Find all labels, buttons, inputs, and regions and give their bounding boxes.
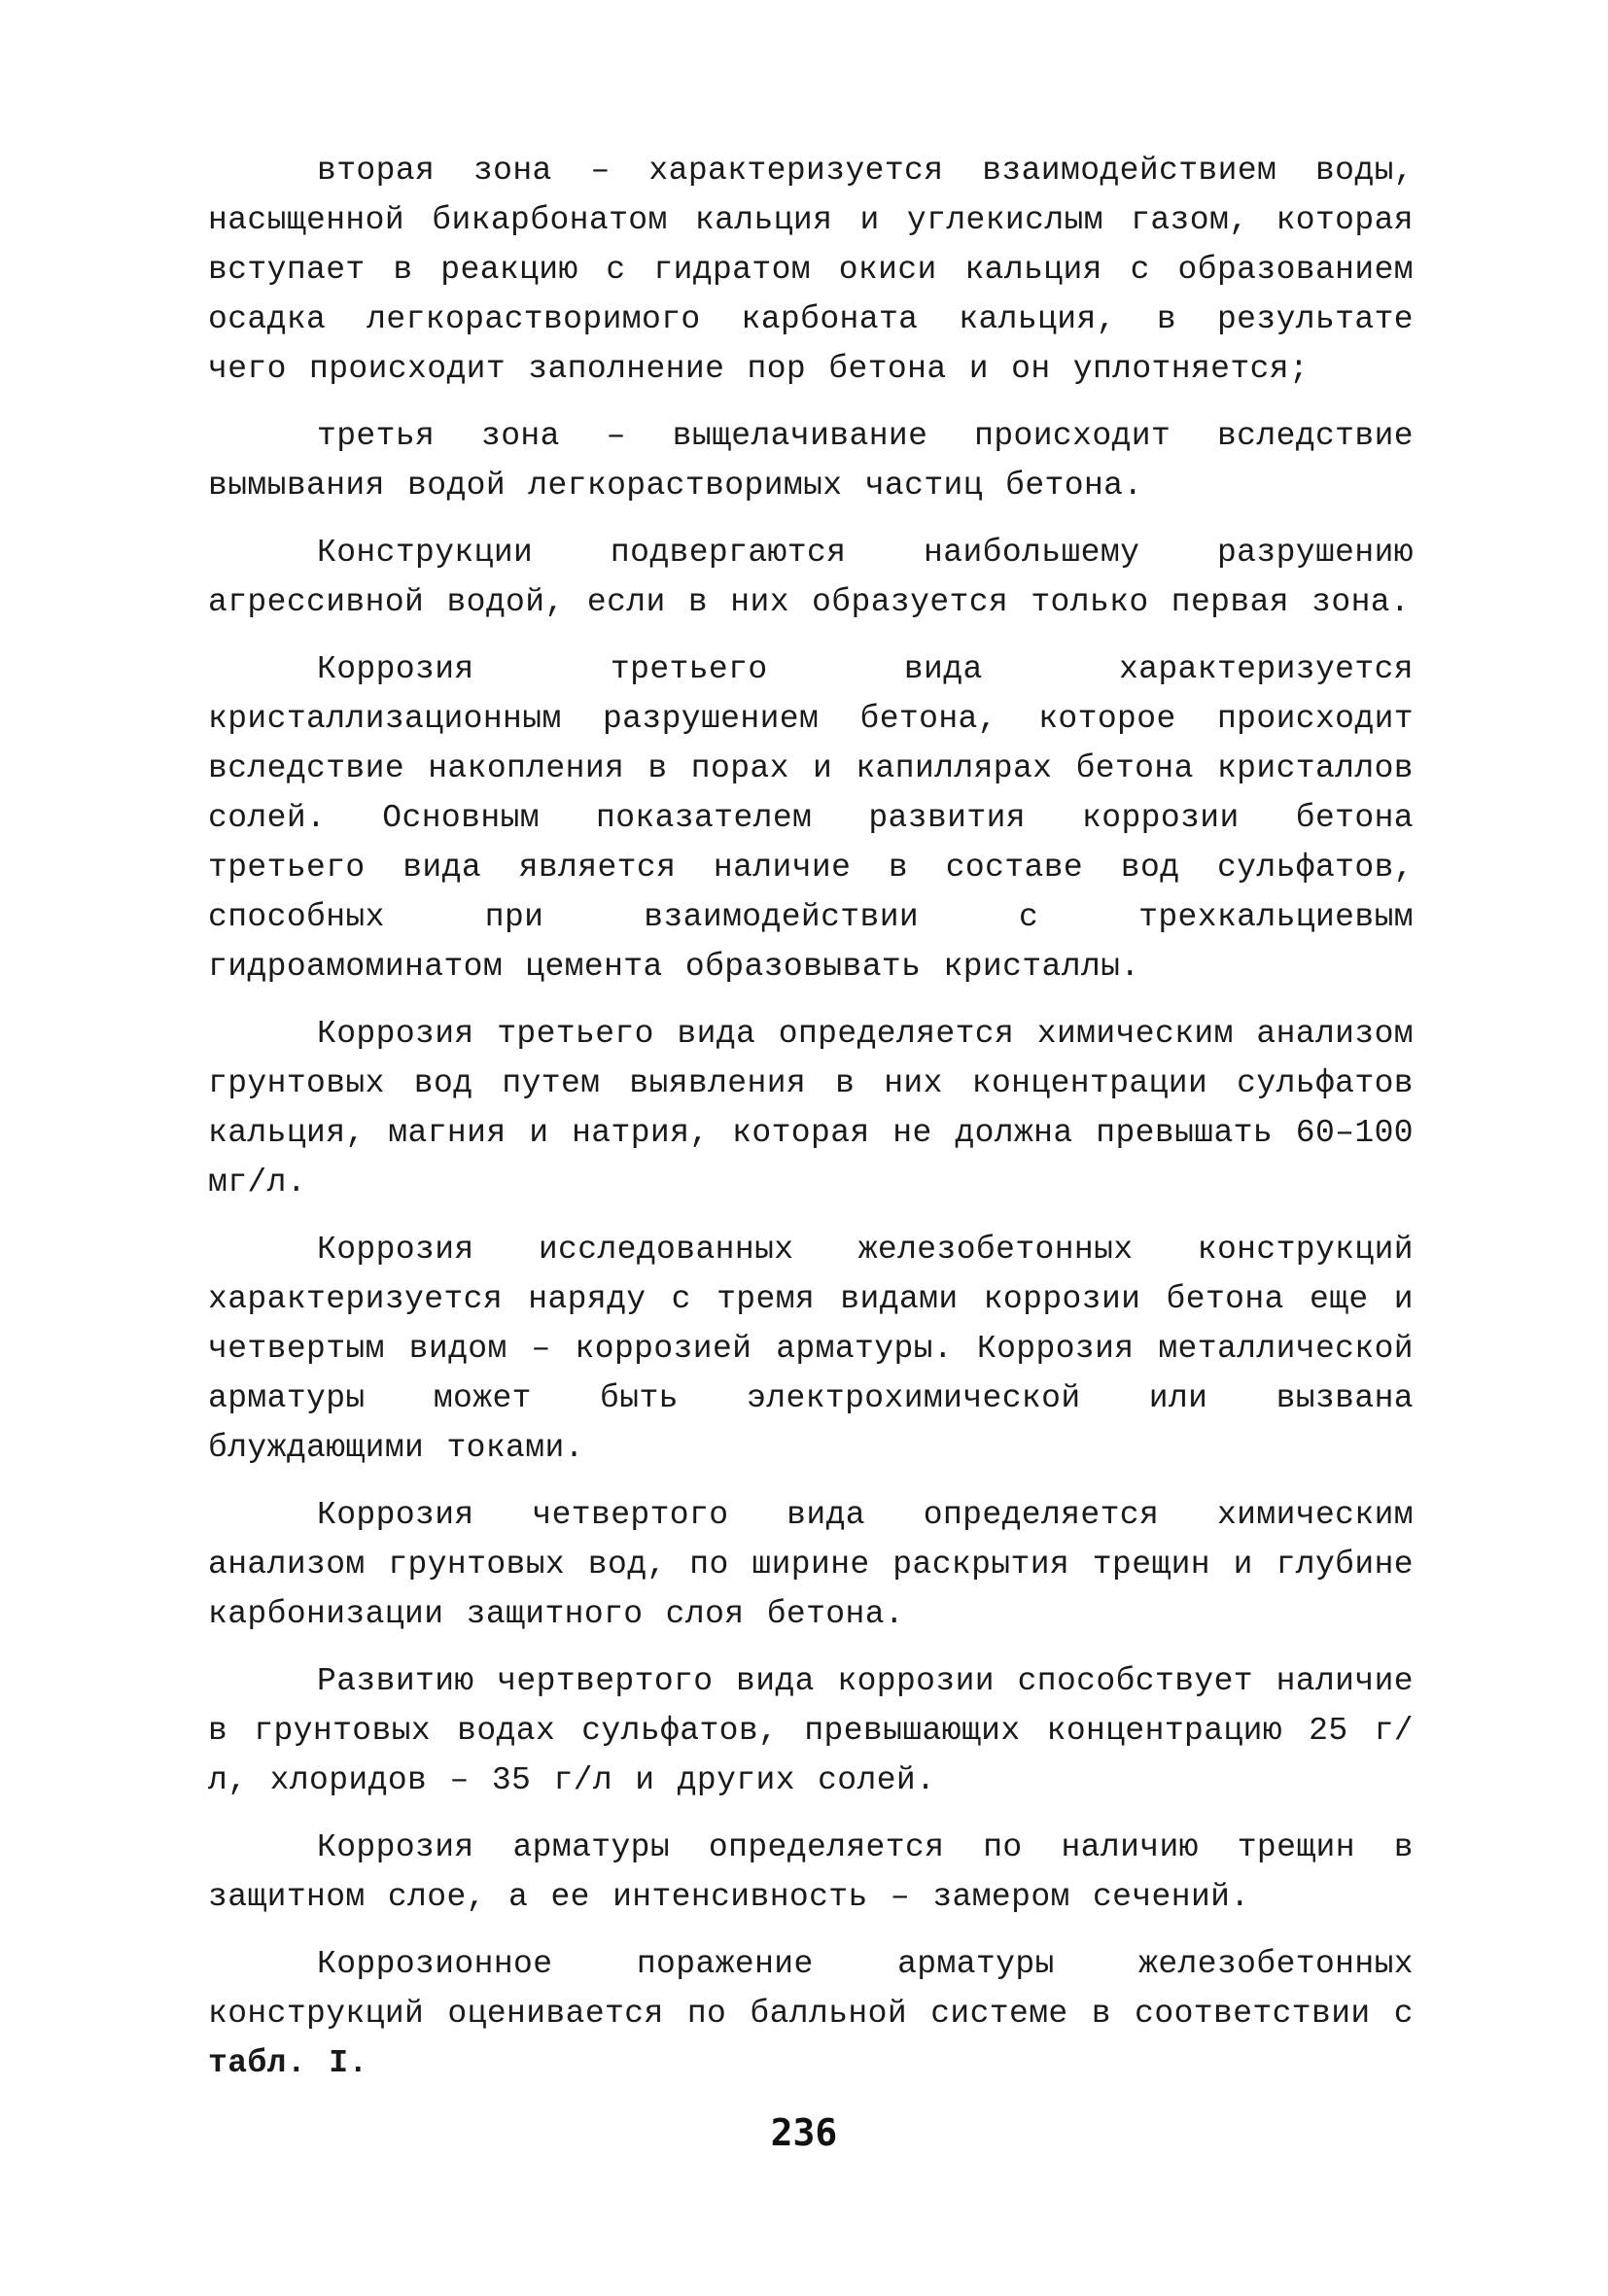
assessment-text: Коррозионное поражение арматуры железобетонных конструкций оценивается по балльной системе в соответствии с	[208, 1946, 1414, 2032]
body-text	[208, 146, 1414, 2088]
paragraph-first-zone-damage: Конструкции подвергаются наибольшему разрушению агрессивной водой, если в них образуется только первая зона.	[208, 535, 1414, 620]
paragraph-third-zone: третья зона – выщелачивание происходит вследствие вымывания водой легкорастворимых частиц бетона.	[208, 418, 1414, 504]
paragraph-third-type-analysis: Коррозия третьего вида определяется химическим анализом грунтовых вод путем выявления в них концентрации сульфатов кальция, магния и натрия, которая не должна превышать 60–100 мг/л.	[208, 1016, 1414, 1200]
paragraph-second-zone: вторая зона – характеризуется взаимодействием воды, насыщенной бикарбонатом кальция и углекислым газом, которая вступает в реакцию с гидратом окиси кальция с образованием осадка легкорастворимого карбоната кальция, в результате чего происходит заполнение пор бетона и он уплотняется;	[208, 153, 1414, 387]
paragraph-corrosion-assessment	[208, 1939, 1414, 2088]
paragraph-third-type-corrosion: Коррозия третьего вида характеризуется кристаллизационным разрушением бетона, которое происходит вследствие накопления в порах и капиллярах бетона кристаллов солей. Основным показателем развития коррозии бетона третьего вида является наличие в составе вод сульфатов, способных при взаимодействии с трехкальциевым гидроамоминатом цемента образовывать кристаллы.	[208, 651, 1414, 985]
table-reference: табл. I.	[208, 2045, 368, 2081]
paragraph-reinforcement-corrosion: Коррозия арматуры определяется по наличию трещин в защитном слое, а ее интенсивность – замером сечений.	[208, 1829, 1414, 1915]
paragraph-fourth-type-corrosion: Коррозия исследованных железобетонных конструкций характеризуется наряду с тремя видами коррозии бетона еще и четвертым видом – коррозией арматуры. Коррозия металлической арматуры может быть электрохимической или вызвана блуждающими токами.	[208, 1232, 1414, 1466]
page-number: 236	[770, 2111, 838, 2154]
paragraph-fourth-type-development: Развитию чертвертого вида коррозии способствует наличие в грунтовых водах сульфатов, превышающих концентрацию 25 г/л, хлоридов – 35 г/л и других солей.	[208, 1663, 1414, 1798]
paragraph-fourth-type-analysis: Коррозия четвертого вида определяется химическим анализом грунтовых вод, по ширине раскрытия трещин и глубине карбонизации защитного слоя бетона.	[208, 1497, 1414, 1632]
